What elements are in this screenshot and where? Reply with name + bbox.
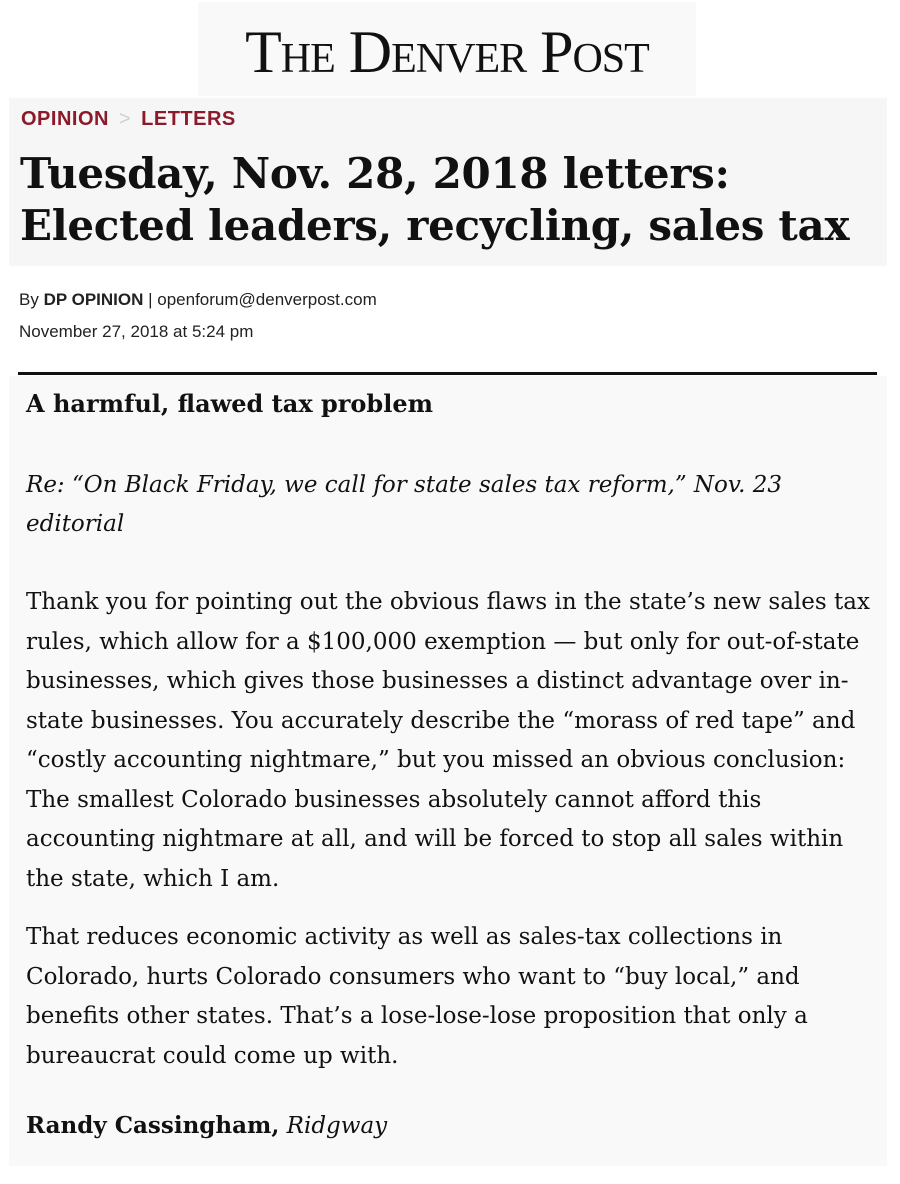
masthead-logo[interactable] <box>198 19 696 85</box>
breadcrumb <box>21 108 236 131</box>
publish-date: November 27, 2018 at 5:24 pm <box>19 322 254 341</box>
letter-paragraph: Thank you for pointing out the obvious flaws in the state’s new sales tax rules, which allow for a $100,000 exemption — but only for out-of-state businesses, which gives those businesses a distinct advantage over in-state businesses. You accurately describe the “morass of red tape” and “costly accounting nightmare,” but you missed an obvious conclusion: The smallest Colorado businesses absolutely cannot afford this accounting nightmare at all, and will be forced to stop all sales within the state, which I am. <box>26 589 870 892</box>
byline-block <box>5 268 895 378</box>
byline-prefix: By <box>19 290 44 309</box>
article-body <box>9 376 887 1166</box>
signature-town: Ridgway <box>286 1113 388 1139</box>
letter-reference: Re: “On Black Friday, we call for state sales tax reform,” Nov. 23 editorial <box>26 472 783 537</box>
byline-author-link[interactable]: DP OPINION <box>43 290 144 309</box>
breadcrumb-letters-link[interactable]: LETTERS <box>141 108 236 130</box>
byline <box>19 290 377 310</box>
letter-paragraph: That reduces economic activity as well as sales-tax collections in Colorado, hurts Colorado consumers who want to “buy local,” and benefits other states. That’s a lose-lose-lose proposition that only a bureaucrat could come up with. <box>26 924 808 1069</box>
masthead-title-text: The Denver Post <box>245 19 649 85</box>
signature-name: Randy Cassingham, <box>26 1112 280 1139</box>
section-divider <box>18 372 877 375</box>
byline-divider: | <box>143 290 158 309</box>
masthead <box>198 2 696 96</box>
article-header <box>9 98 887 266</box>
letter-title: A harmful, flawed tax problem <box>26 389 433 418</box>
letter-signature <box>26 1106 881 1146</box>
byline-email-link[interactable]: openforum@denverpost.com <box>157 290 377 309</box>
breadcrumb-opinion-link[interactable]: OPINION <box>21 108 109 130</box>
page-title: Tuesday, Nov. 28, 2018 letters: Elected leaders, recycling, sales tax <box>20 149 850 250</box>
breadcrumb-separator-icon: > <box>118 108 132 130</box>
